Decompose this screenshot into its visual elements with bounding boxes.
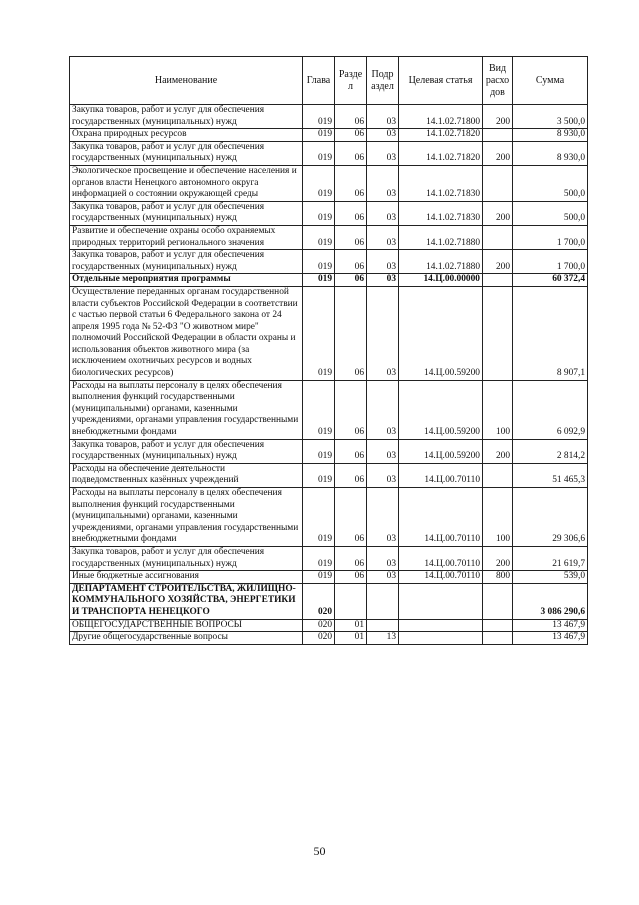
cell-vid bbox=[483, 632, 513, 645]
cell-glava: 019 bbox=[303, 201, 335, 225]
cell-vid: 200 bbox=[483, 141, 513, 165]
cell-sum: 13 467,9 bbox=[513, 632, 588, 645]
cell-name: Экологическое просвещение и обеспечение населения и органов власти Ненецкого автономного округа информацией о состоянии окружающей среды bbox=[70, 165, 303, 201]
cell-sum: 500,0 bbox=[513, 165, 588, 201]
table-row bbox=[70, 439, 588, 463]
cell-sum: 13 467,9 bbox=[513, 619, 588, 632]
header-vid: Вид расхо дов bbox=[483, 57, 513, 105]
cell-podrazdel bbox=[367, 583, 399, 619]
cell-target: 14.1.02.71820 bbox=[399, 141, 483, 165]
cell-target: 14.1.02.71800 bbox=[399, 105, 483, 129]
cell-name: Закупка товаров, работ и услуг для обеспечения государственных (муниципальных) нужд bbox=[70, 141, 303, 165]
cell-name: Расходы на обеспечение деятельности подведомственных казённых учреждений bbox=[70, 463, 303, 487]
cell-vid bbox=[483, 619, 513, 632]
cell-target: 14.1.02.71830 bbox=[399, 165, 483, 201]
cell-vid bbox=[483, 165, 513, 201]
cell-razdel: 06 bbox=[335, 165, 367, 201]
cell-glava: 019 bbox=[303, 380, 335, 439]
header-target: Целевая статья bbox=[399, 57, 483, 105]
cell-name: Закупка товаров, работ и услуг для обеспечения государственных (муниципальных) нужд bbox=[70, 546, 303, 570]
cell-podrazdel: 03 bbox=[367, 141, 399, 165]
cell-vid: 200 bbox=[483, 439, 513, 463]
table-row bbox=[70, 225, 588, 249]
cell-glava: 020 bbox=[303, 583, 335, 619]
cell-name: Закупка товаров, работ и услуг для обеспечения государственных (муниципальных) нужд bbox=[70, 201, 303, 225]
cell-razdel: 06 bbox=[335, 105, 367, 129]
cell-name: ДЕПАРТАМЕНТ СТРОИТЕЛЬСТВА, ЖИЛИЩНО-КОММУНАЛЬНОГО ХОЗЯЙСТВА, ЭНЕРГЕТИКИ И ТРАНСПОРТА НЕНЕЦКОГО bbox=[70, 583, 303, 619]
cell-glava: 020 bbox=[303, 632, 335, 645]
cell-sum: 8 907,1 bbox=[513, 286, 588, 380]
cell-podrazdel: 03 bbox=[367, 286, 399, 380]
cell-sum: 6 092,9 bbox=[513, 380, 588, 439]
cell-vid bbox=[483, 225, 513, 249]
cell-glava: 019 bbox=[303, 571, 335, 584]
cell-razdel: 06 bbox=[335, 546, 367, 570]
budget-table bbox=[69, 56, 588, 645]
cell-vid bbox=[483, 274, 513, 287]
table-row bbox=[70, 274, 588, 287]
cell-name: Осуществление переданных органам государственной власти субъектов Российской Федерации в соответствии с частью первой статьи 6 Федерального закона от 24 апреля 1995 года № 52-ФЗ "О животном мире" полномочий Российской Федерации в области охраны и использования объектов животного мира (за исключением охотничьих ресурсов и водных биологических ресурсов) bbox=[70, 286, 303, 380]
cell-glava: 019 bbox=[303, 439, 335, 463]
cell-target bbox=[399, 632, 483, 645]
cell-name: Расходы на выплаты персоналу в целях обеспечения выполнения функций государственными (муниципальными) органами, казенными учреждениями, органами управления государственными внебюджетными фондами bbox=[70, 488, 303, 547]
cell-razdel: 06 bbox=[335, 380, 367, 439]
cell-podrazdel: 03 bbox=[367, 274, 399, 287]
table-row bbox=[70, 250, 588, 274]
cell-name: ОБЩЕГОСУДАРСТВЕННЫЕ ВОПРОСЫ bbox=[70, 619, 303, 632]
header-podrazdel: Подр аздел bbox=[367, 57, 399, 105]
cell-podrazdel: 03 bbox=[367, 380, 399, 439]
cell-razdel: 06 bbox=[335, 439, 367, 463]
cell-podrazdel: 03 bbox=[367, 546, 399, 570]
cell-glava: 019 bbox=[303, 546, 335, 570]
cell-sum: 2 814,2 bbox=[513, 439, 588, 463]
cell-podrazdel: 13 bbox=[367, 632, 399, 645]
cell-razdel: 01 bbox=[335, 619, 367, 632]
cell-name: Другие общегосударственные вопросы bbox=[70, 632, 303, 645]
cell-target: 14.Ц.00.70110 bbox=[399, 488, 483, 547]
cell-razdel: 06 bbox=[335, 274, 367, 287]
cell-glava: 019 bbox=[303, 463, 335, 487]
cell-sum: 51 465,3 bbox=[513, 463, 588, 487]
cell-target: 14.1.02.71880 bbox=[399, 225, 483, 249]
cell-sum: 500,0 bbox=[513, 201, 588, 225]
table-body bbox=[70, 105, 588, 645]
cell-sum: 1 700,0 bbox=[513, 225, 588, 249]
cell-podrazdel: 03 bbox=[367, 165, 399, 201]
cell-podrazdel bbox=[367, 619, 399, 632]
cell-target bbox=[399, 619, 483, 632]
cell-name: Охрана природных ресурсов bbox=[70, 129, 303, 142]
cell-sum: 60 372,4 bbox=[513, 274, 588, 287]
cell-podrazdel: 03 bbox=[367, 129, 399, 142]
cell-razdel: 01 bbox=[335, 632, 367, 645]
cell-podrazdel: 03 bbox=[367, 225, 399, 249]
table-row bbox=[70, 463, 588, 487]
header-sum: Сумма bbox=[513, 57, 588, 105]
cell-vid: 200 bbox=[483, 250, 513, 274]
cell-sum: 8 930,0 bbox=[513, 129, 588, 142]
table-row bbox=[70, 165, 588, 201]
cell-glava: 019 bbox=[303, 165, 335, 201]
header-glava: Глава bbox=[303, 57, 335, 105]
cell-vid: 200 bbox=[483, 105, 513, 129]
cell-sum: 1 700,0 bbox=[513, 250, 588, 274]
cell-sum: 8 930,0 bbox=[513, 141, 588, 165]
cell-name: Закупка товаров, работ и услуг для обеспечения государственных (муниципальных) нужд bbox=[70, 439, 303, 463]
cell-podrazdel: 03 bbox=[367, 105, 399, 129]
cell-sum: 539,0 bbox=[513, 571, 588, 584]
cell-glava: 019 bbox=[303, 488, 335, 547]
cell-target: 14.Ц.00.70110 bbox=[399, 571, 483, 584]
table-row bbox=[70, 201, 588, 225]
cell-podrazdel: 03 bbox=[367, 571, 399, 584]
table-row bbox=[70, 141, 588, 165]
header-razdel: Разде л bbox=[335, 57, 367, 105]
cell-target: 14.Ц.00.70110 bbox=[399, 463, 483, 487]
cell-podrazdel: 03 bbox=[367, 250, 399, 274]
cell-glava: 019 bbox=[303, 141, 335, 165]
cell-vid bbox=[483, 129, 513, 142]
cell-target: 14.Ц.00.59200 bbox=[399, 380, 483, 439]
cell-razdel: 06 bbox=[335, 201, 367, 225]
table-row bbox=[70, 571, 588, 584]
cell-glava: 020 bbox=[303, 619, 335, 632]
cell-vid: 200 bbox=[483, 546, 513, 570]
cell-sum: 3 500,0 bbox=[513, 105, 588, 129]
page-number: 50 bbox=[313, 844, 326, 858]
cell-razdel: 06 bbox=[335, 488, 367, 547]
cell-razdel: 06 bbox=[335, 141, 367, 165]
cell-sum: 21 619,7 bbox=[513, 546, 588, 570]
cell-target: 14.Ц.00.70110 bbox=[399, 546, 483, 570]
cell-razdel: 06 bbox=[335, 463, 367, 487]
cell-vid bbox=[483, 286, 513, 380]
table-row bbox=[70, 488, 588, 547]
cell-vid: 200 bbox=[483, 201, 513, 225]
cell-glava: 019 bbox=[303, 250, 335, 274]
cell-podrazdel: 03 bbox=[367, 488, 399, 547]
cell-sum: 29 306,6 bbox=[513, 488, 588, 547]
table-row bbox=[70, 129, 588, 142]
cell-target: 14.1.02.71820 bbox=[399, 129, 483, 142]
cell-target: 14.1.02.71880 bbox=[399, 250, 483, 274]
table-row bbox=[70, 619, 588, 632]
cell-target: 14.Ц.00.00000 bbox=[399, 274, 483, 287]
cell-vid bbox=[483, 583, 513, 619]
table-row bbox=[70, 380, 588, 439]
cell-name: Расходы на выплаты персоналу в целях обеспечения выполнения функций государственными (муниципальными) органами, казенными учреждениями, органами управления государственными внебюджетными фондами bbox=[70, 380, 303, 439]
table-header bbox=[70, 57, 588, 105]
cell-glava: 019 bbox=[303, 225, 335, 249]
cell-name: Закупка товаров, работ и услуг для обеспечения государственных (муниципальных) нужд bbox=[70, 250, 303, 274]
header-name: Наименование bbox=[70, 57, 303, 105]
cell-name: Развитие и обеспечение охраны особо охраняемых природных территорий регионального значения bbox=[70, 225, 303, 249]
cell-glava: 019 bbox=[303, 286, 335, 380]
cell-target: 14.Ц.00.59200 bbox=[399, 439, 483, 463]
cell-vid bbox=[483, 463, 513, 487]
cell-podrazdel: 03 bbox=[367, 463, 399, 487]
cell-name: Иные бюджетные ассигнования bbox=[70, 571, 303, 584]
table-row bbox=[70, 546, 588, 570]
cell-razdel: 06 bbox=[335, 129, 367, 142]
table-row bbox=[70, 105, 588, 129]
cell-razdel: 06 bbox=[335, 250, 367, 274]
cell-razdel: 06 bbox=[335, 225, 367, 249]
cell-vid: 100 bbox=[483, 488, 513, 547]
cell-podrazdel: 03 bbox=[367, 201, 399, 225]
table-row bbox=[70, 286, 588, 380]
cell-glava: 019 bbox=[303, 105, 335, 129]
cell-razdel: 06 bbox=[335, 571, 367, 584]
cell-target: 14.Ц.00.59200 bbox=[399, 286, 483, 380]
cell-sum: 3 086 290,6 bbox=[513, 583, 588, 619]
cell-glava: 019 bbox=[303, 274, 335, 287]
table-row bbox=[70, 583, 588, 619]
cell-vid: 800 bbox=[483, 571, 513, 584]
cell-vid: 100 bbox=[483, 380, 513, 439]
cell-razdel: 06 bbox=[335, 286, 367, 380]
cell-podrazdel: 03 bbox=[367, 439, 399, 463]
cell-name: Отдельные мероприятия программы bbox=[70, 274, 303, 287]
cell-name: Закупка товаров, работ и услуг для обеспечения государственных (муниципальных) нужд bbox=[70, 105, 303, 129]
cell-target: 14.1.02.71830 bbox=[399, 201, 483, 225]
cell-razdel bbox=[335, 583, 367, 619]
table-row bbox=[70, 632, 588, 645]
cell-target bbox=[399, 583, 483, 619]
cell-glava: 019 bbox=[303, 129, 335, 142]
